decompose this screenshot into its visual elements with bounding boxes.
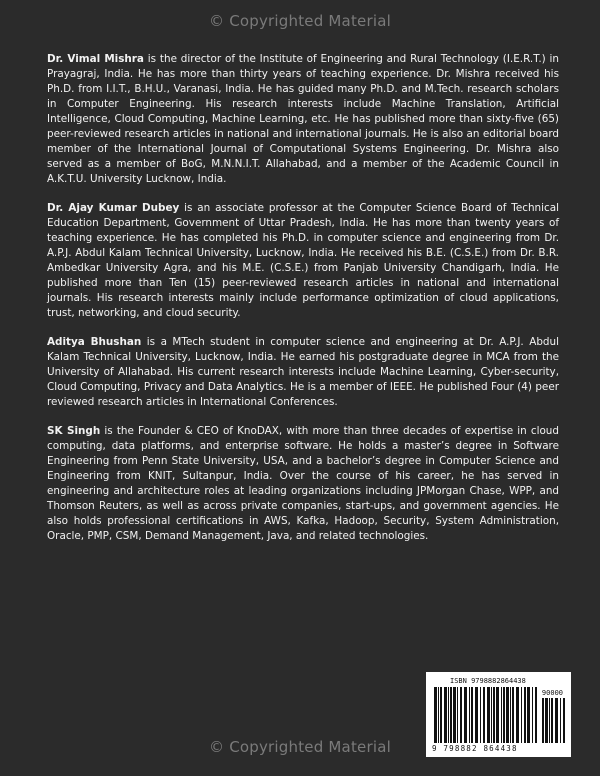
- author-bio-text: is the Founder & CEO of KnoDAX, with more than three decades of expertise in cloud computing, data platforms, and enterprise software. He holds a master’s degree in Software Engineering from Penn State University, USA, and a bachelor’s degree in Computer Science and Engineering from KNIT, Sultanpur, India. Over the course of his career, he has served in engineering and architecture roles at leading organizations including JPMorgan Chase, WPP, and Thomson Reuters, as well as across private companies, start-ups, and government agencies. He also holds professional certifications in AWS, Kafka, Hadoop, Security, System Administration, Oracle, PMP, CSM, Demand Management, Java, and related technologies.: [47, 425, 559, 542]
- barcode-bar: [450, 687, 452, 743]
- barcode-bars-icon: [434, 687, 538, 743]
- author-name: Aditya Bhushan: [47, 336, 142, 348]
- barcode-bar: [496, 687, 499, 743]
- barcode-bar: [460, 687, 462, 743]
- barcode-bar: [535, 687, 537, 743]
- barcode-bar: [524, 687, 526, 743]
- barcode-bar: [503, 687, 505, 743]
- barcode-bar: [527, 687, 530, 743]
- price-code: 90000: [541, 689, 563, 697]
- barcode-bar: [542, 698, 544, 743]
- barcode-bar: [434, 687, 437, 743]
- isbn-label: ISBN 9798882864438: [450, 677, 526, 685]
- barcode-bar: [457, 687, 458, 743]
- barcode-bar: [483, 687, 485, 743]
- barcode-bar: [501, 687, 502, 743]
- barcode-bar: [448, 687, 449, 743]
- barcode-bar: [521, 687, 522, 743]
- author-bio-text: is an associate professor at the Computer Science Board of Technical Education Department, Government of Uttar Pradesh, India. He has more than twenty years of teaching experience. He has completed his Ph.D. in computer science and engineering from Dr. A.P.J. Abdul Kalam Technical University, Lucknow, India. He received his B.E. (C.S.E.) from Dr. B.R. Ambedkar University Agra, and his M.E. (C.S.E.) from Panjab University Chandigarh, India. He published more than Ten (15) peer-reviewed research articles in national and international journals. His research interests mainly include performance optimization of cloud applications, trust, networking, and cloud security.: [47, 202, 559, 319]
- copyright-watermark-bottom: © Copyrighted Material: [209, 738, 391, 756]
- barcode-digits: 9 798882 864438: [432, 744, 518, 753]
- author-name: Dr. Ajay Kumar Dubey: [47, 202, 180, 214]
- barcode-bar: [475, 687, 478, 743]
- barcode-bar: [480, 687, 481, 743]
- barcode-bar: [512, 687, 514, 743]
- barcode-bar: [560, 698, 561, 743]
- barcode-bar: [453, 687, 456, 743]
- barcode-bar: [510, 687, 511, 743]
- barcode-bar: [487, 687, 490, 743]
- barcode-bar: [493, 687, 495, 743]
- author-bio: [47, 335, 559, 410]
- barcode-bar: [563, 698, 565, 743]
- barcode-bar: [440, 687, 442, 743]
- barcode-bar: [516, 687, 519, 743]
- author-bio-text: is the director of the Institute of Engineering and Rural Technology (I.E.R.T.) in Prayagraj, India. He has more than thirty years of teaching experience. Dr. Mishra received his Ph.D. from I.I.T., B.H.U., Varanasi, India. He has guided many Ph.D. and M.Tech. research scholars in Computer Engineering. His research interests include Machine Translation, Artificial Intelligence, Cloud Computing, Machine Learning, etc. He has published more than sixty-five (65) peer-reviewed research articles in national and international journals. He is also an editorial board member of the International Journal of Computational Systems Engineering. Dr. Mishra also served as a member of BoG, M.N.N.I.T. Allahabad, and a member of the Academic Council in A.K.T.U. University Lucknow, India.: [47, 53, 560, 185]
- barcode-bar: [469, 687, 470, 743]
- barcode-bar: [464, 687, 467, 743]
- author-bio: [47, 52, 559, 187]
- author-bio: [47, 201, 559, 321]
- author-name: SK Singh: [47, 425, 101, 437]
- barcode-bar: [555, 698, 558, 743]
- barcode-bar: [506, 687, 509, 743]
- author-bio-text: is a MTech student in computer science and engineering at Dr. A.P.J. Abdul Kalam Technical University, Lucknow, India. He earned his postgraduate degree in MCA from the University of Allahabad. His current research interests include Machine Learning, Cyber-security, Cloud Computing, Privacy and Data Analytics. He is a member of IEEE. He published Four (4) peer reviewed research articles in International Conferences.: [47, 336, 559, 408]
- author-name: Dr. Vimal Mishra: [47, 53, 144, 65]
- barcode-bar: [438, 687, 439, 743]
- barcode-bar: [549, 698, 550, 743]
- addon-barcode-icon: [542, 698, 566, 743]
- barcode-bar: [491, 687, 492, 743]
- barcode-bar: [444, 687, 447, 743]
- author-bio: [47, 424, 559, 544]
- barcode-bar: [471, 687, 473, 743]
- barcode-bar: [545, 698, 548, 743]
- barcode-bar: [532, 687, 533, 743]
- copyright-watermark-top: © Copyrighted Material: [209, 12, 391, 30]
- author-bios: [47, 52, 559, 558]
- barcode-bar: [551, 698, 553, 743]
